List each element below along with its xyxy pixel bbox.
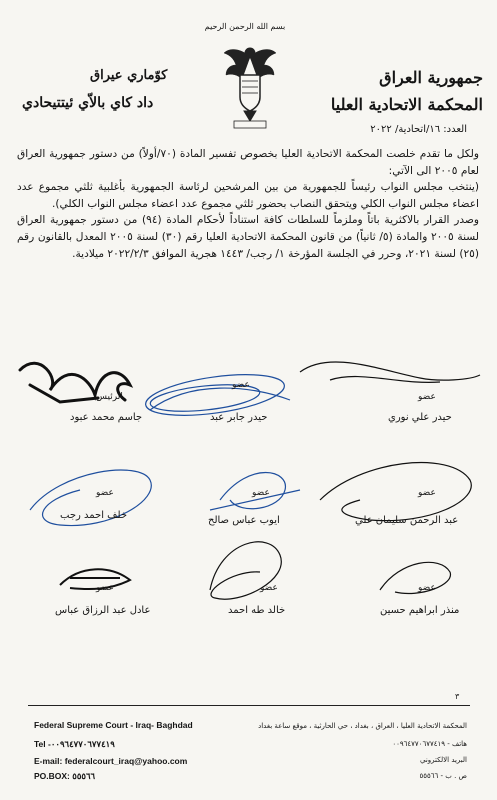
court-name-ar: المحكمة الاتحادية العليا (330, 95, 483, 114)
paragraph-conclusion: ولكل ما تقدم خلصت المحكمة الاتحادية العليا بخصوص تفسير المادة (٧٠/أولاً) من دستور جمهورية العراق لعام ٢٠٠٥ الى الآتي: (17, 148, 479, 177)
signature-role: عضو (418, 392, 436, 402)
signature-member-8 (380, 562, 450, 593)
footer-pobox-ar: ص . ب - ٥٥٥٦٦ (419, 772, 467, 780)
signatory-name: خالد طه احمد (228, 605, 286, 616)
decision-body (17, 146, 479, 262)
signature-role: عضو (260, 583, 278, 593)
country-name-ar: جمهورية العراق (379, 68, 483, 87)
signature-role: عضو (96, 488, 114, 498)
page-number: ٣ (455, 692, 460, 701)
signature-member-2 (300, 362, 480, 382)
signatory-name: حيدر جابر عبد (210, 412, 268, 423)
signatory-name: خلف احمد رجب (60, 510, 128, 521)
signature-role: عضو (96, 583, 114, 593)
footer-email-ar: البريد الالكتروني (420, 756, 467, 764)
footer-tel-en: Tel -٠٠٩٦٤٧٧٠٦٧٧٤١٩ (34, 739, 115, 749)
signature-member-5 (320, 463, 471, 521)
iraq-eagle-emblem (220, 35, 280, 135)
footer-court-en: Federal Supreme Court - Iraq- Baghdad (34, 720, 193, 730)
paragraph-ruling: (ينتخب مجلس النواب رئيساً للجمهورية من بين المرشحين لرئاسة الجمهورية بأغلبية ثلثي مجموع عدد اعضاء مجلس النواب الكلي ويتحقق النصاب بحضور ثلثي مجموع عدد اعضاء مجلس النواب الكلي). (17, 181, 479, 210)
paragraph-issuance: وصدر القرار بالاكثرية باتاً وملزماً للسلطات كافة استناداً لأحكام المادة (٩٤) من دستور جمهورية العراق لسنة ٢٠٠٥ والمادة (٥/ ثانياً) من قانون المحكمة الاتحادية العليا رقم (٣٠) لسنة ٢٠٠٥ المعدل بالقانون رقم (٢٥) لسنة ٢٠٢١، وحرر في الجلسة المؤرخة ١/ رجب/ ١٤٤٣ هجرية الموافق ٢٠٢٢/٢/٣ ميلادية. (17, 214, 479, 260)
basmala: بسم الله الرحمن الرحيم (204, 22, 286, 31)
signatory-name: عادل عبد الرزاق عباس (55, 605, 151, 616)
signatory-name: عبد الرحمن سليمان علي (355, 515, 459, 526)
signature-role: عضو (418, 488, 436, 498)
signatory-name: منذر ابراهيم حسين (380, 605, 460, 616)
signature-role: الرئيس (96, 392, 123, 402)
signatory-name: حيدر علي نوري (388, 412, 452, 423)
footer-pobox-en: PO.BOX: ٥٥٥٦٦ (34, 771, 96, 781)
signature-role: عضو (418, 583, 436, 593)
signature-role: عضو (252, 488, 270, 498)
signatory-name: ايوب عباس صالح (208, 515, 280, 526)
signature-member-6 (60, 569, 130, 589)
signature-role: عضو (232, 380, 250, 390)
footer-email-en: E-mail: federalcourt_iraq@yahoo.com (34, 756, 188, 766)
footer-divider (28, 705, 470, 706)
reference-number: العدد: ١٦/اتحادية/ ٢٠٢٢ (370, 124, 467, 135)
court-name-ku: داد كاي بالاّي ئيتتيحادي (22, 95, 154, 111)
footer-address-ar: المحكمة الاتحادية العليا ، العراق ، بغداد ، حي الحارثية ، موقع ساعة بغداد (258, 722, 467, 730)
signatory-name: جاسم محمد عبود (70, 412, 143, 423)
country-name-ku: كوّماري عيراق (90, 68, 168, 83)
footer-tel-ar: هاتف - ٠٠٩٦٤٧٧٠٦٧٧٤١٩ (392, 740, 467, 748)
